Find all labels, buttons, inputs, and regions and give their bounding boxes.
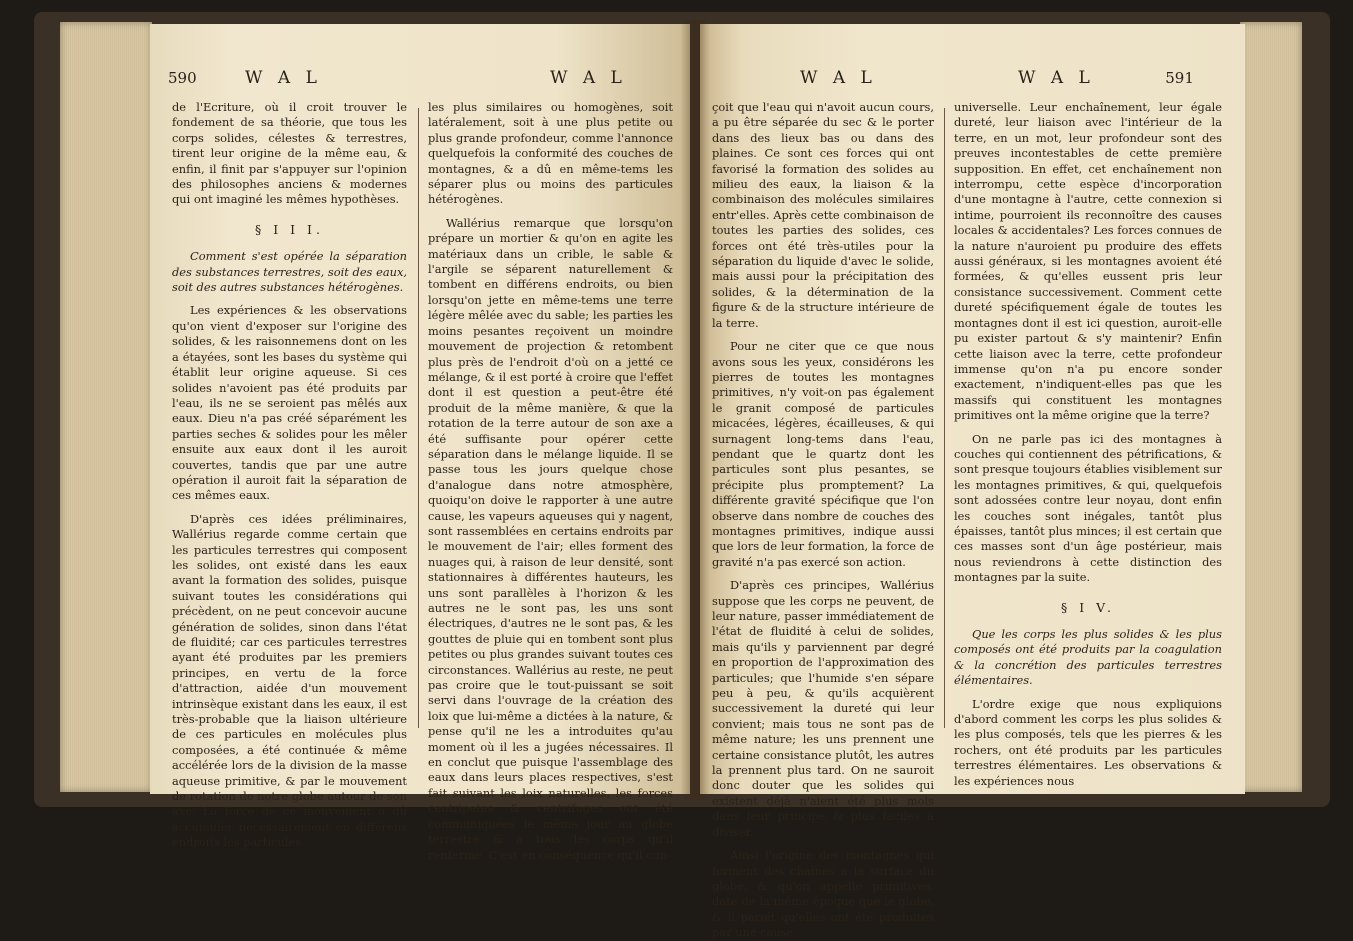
paragraph: D'après ces idées préliminaires, Wallérius regarde comme certain que les particules terrestres qui composent les solides, ont existé dans les eaux avant la formation des solides, puisque suivant toutes les considérations qui précèdent, on ne peut concevoir aucune génération de solides, sinon dans l'état de fluidité; car ces particules terrestres ayant été produites par les premiers principes, en vertu de la force d'attraction, aidée d'un mouvement intrinsèque existant dans les eaux, il est très-probable que la liaison ultérieure de ces particules en molécules plus composées, a été continuée & même accélérée lors de la division de la masse aqueuse primitive, & par le mouvement de rotation de notre globe autour de son axe. La force de ce mouvement a dû accumuler nécessairement en différens endroits les particules <box>172 511 407 850</box>
running-head-right-col1: W A L <box>800 68 877 88</box>
paragraph: Ainsi l'origine des montagnes qui forment des chaînes à la surface du globe, & qu'on appelle primitives, date de la même époque que le globe, & il paroît qu'elles ont été produites par une cause <box>712 848 934 940</box>
paragraph: Pour ne citer que ce que nous avons sous les yeux, considérons les pierres de toutes les montagnes primitives, n'y voit-on pas également le granit composé de particules micacées, légères, écailleuses, & qui surnagent long-tems dans l'eau, pendant que le quartz dont les particules sont plus pesantes, se précipite plus promptement? La différente gravité spécifique que l'on observe dans nombre de couches des montagnes primitives, indique aussi que lors de leur formation, la force de gravité n'a pas exercé son action. <box>712 339 934 569</box>
page-number-left: 590 <box>168 69 197 87</box>
paragraph: D'après ces principes, Wallérius suppose que les corps ne peuvent, de leur nature, passer immédiatement de l'état de fluidité à celui de solides, mais qu'ils y parviennent par degré en proportion de l'approximation des particules; que l'humide s'en sépare peu à peu, & qu'ils acquièrent successivement la dureté qui leur convient; mais tous ne sont pas de même nature; les uns prennent une certaine consistance plutôt, les autres la prennent plus tard. On ne sauroit donc douter que les solides qui existent déjà n'aient été plus mols dans leur principe & plus faciles à diviser. <box>712 578 934 839</box>
running-head-left: W A L <box>245 68 322 88</box>
left-page-header <box>168 68 322 88</box>
paragraph: Wallérius remarque que lorsqu'on prépare un mortier & qu'on en agite les matériaux dans un crible, le sable & l'argile se séparent naturellement & tombent en différens endroits, ou bien lorsqu'on jette en même-tems une terre légère mêlée avec du sable; les parties les moins pesantes reçoivent un moindre mouvement de projection & retombent plus près de l'endroit d'où on a jetté ce mélange, & il est porté à croire que l'effet dont il est question a peut-être été produit de la même manière, & que la rotation de la terre autour de son axe a été suffisante pour opérer cette séparation dans le mélange liquide. Il se passe tous les jours quelque chose d'analogue dans notre atmosphère, quoiqu'on doive le rapporter à une autre cause, les vapeurs aqueuses qui y nagent, sont rassemblées en certains endroits par le mouvement de l'air; elles forment des nuages qui, à raison de leur densité, sont stationnaires à différentes hauteurs, les uns sont parallèles à l'horizon & les autres ne le sont pas, les uns sont électriques, d'autres ne le sont pas, & les gouttes de pluie qui en tombent sont plus petites ou plus grandes suivant toutes ces circonstances. Wallérius au reste, ne peut pas croire que le tout-puissant se soit servi dans l'ouvrage de la création des loix que lui-même a dictées à la nature, & pense qu'il ne les a introduites qu'au moment où il les a jugées nécessaires. Il en conclut que puisque l'assemblage des eaux dans leurs places respectives, s'est fait suivant les loix naturelles, les forces centripetes & centrifuges ont été communiquées le même jour au globe terrestre & à tous les corps qu'il renferme. C'est en conséquence qu'il con- <box>428 215 673 862</box>
column-rule <box>418 108 419 728</box>
running-head-left-col2: W A L <box>550 68 627 88</box>
book-gutter-shadow <box>680 20 710 800</box>
section-title: Comment s'est opérée la séparation des substances terrestres, soit des eaux, soit des autres substances hétérogènes. <box>172 249 407 295</box>
paragraph: çoit que l'eau qui n'avoit aucun cours, a pu être séparée du sec & le porter dans des lieux bas ou dans des plaines. Ce sont ces forces qui ont favorisé la formation des solides au milieu des eaux, la liaison & la combinaison des molécules similaires entr'elles. Après cette combinaison de toutes les parties des solides, ces forces ont été très-utiles pour la séparation du liquide d'avec le solide, mais aussi pour la précipitation des solides, & la détermination de la figure & de la structure intérieure de la terre. <box>712 100 934 330</box>
paragraph: de l'Ecriture, où il croit trouver le fondement de sa théorie, que tous les corps solides, célestes & terrestres, tirent leur origine de la même eau, & enfin, il finit par s'appuyer sur l'opinion des philosophes anciens & modernes qui ont imaginé les mêmes hypothèses. <box>172 100 407 207</box>
running-head-right: W A L <box>1018 68 1095 88</box>
left-page-edges <box>60 22 152 792</box>
left-page-column-1 <box>172 100 407 851</box>
right-page-edges <box>1240 22 1302 792</box>
paragraph: L'ordre exige que nous expliquions d'abord comment les corps les plus solides & les plus composés, tels que les pierres & les rochers, ont été produits par les particules terrestres élémentaires. Les observations & les expériences nous <box>954 696 1222 788</box>
section-heading: § I V. <box>1061 599 1115 615</box>
left-page <box>150 24 690 862</box>
page-number-right: 591 <box>1165 69 1194 87</box>
left-page-column-2 <box>428 100 673 863</box>
paragraph: On ne parle pas ici des montagnes à couches qui contiennent des pétrifications, & sont presque toujours établies visiblement sur les montagnes primitives, & qui, quelquefois sont adossées contre leur noyau, dont enfin les couches sont inégales, tantôt plus épaisses, tantôt plus minces; il est certain que ces masses sont d'un âge postérieur, mais nous reviendrons à cette distinction des montagnes par la suite. <box>954 431 1222 585</box>
paragraph: Les expériences & les observations qu'on vient d'exposer sur l'origine des solides, & les raisonnemens dont on les a étayées, sont les bases du système qui établit leur origine aqueuse. Si ces solides n'avoient pas été produits par l'eau, ils ne se seroient pas mêlés aux eaux. Dieu n'a pas créé séparément les parties seches & solides pour les mêler ensuite aux eaux dont il les auroit couvertes, tandis que par une autre opération il auroit fait la séparation de ces mêmes eaux. <box>172 303 407 503</box>
paragraph: universelle. Leur enchaînement, leur égale dureté, leur liaison avec l'intérieur de la terre, en un mot, leur profondeur sont des preuves incontestables de cette première supposition. En effet, cet enchaînement non interrompu, cette espèce d'incorporation d'une montagne à l'autre, cette connexion si intime, pourroient ils reconnoître des causes locales & accidentales? Les forces connues de la nature n'auroient pu produire des effets aussi généraux, si les montagnes avoient été formées, & qu'elles eussent pris leur consistance successivement. Comment cette dureté spécifiquement égale de toutes les montagnes dont il est ici question, auroit-elle pu exister partout & s'y maintenir? Enfin cette liaison avec la terre, cette profondeur immense qu'on n'a pu encore sonder exactement, n'indiquent-elles pas que les massifs qui constituent les montagnes primitives ont la même origine que la terre? <box>954 100 1222 423</box>
section-title: Que les corps les plus solides & les plus composés ont été produits par la coagulation & la concrétion des particules terrestres élémentaires. <box>954 627 1222 688</box>
right-page-column-1 <box>712 100 934 941</box>
section-heading: § I I I. <box>255 221 324 237</box>
right-page-column-2 <box>954 100 1222 789</box>
column-rule <box>944 108 945 728</box>
right-page-header <box>1018 68 1194 88</box>
right-page <box>700 24 1245 940</box>
paragraph: les plus similaires ou homogènes, soit latéralement, soit à une plus petite ou plus grande profondeur, comme l'annonce quelquefois la conformité des couches de montagnes, & a dû en même-tems les séparer plus ou moins des particules hétérogènes. <box>428 100 673 207</box>
